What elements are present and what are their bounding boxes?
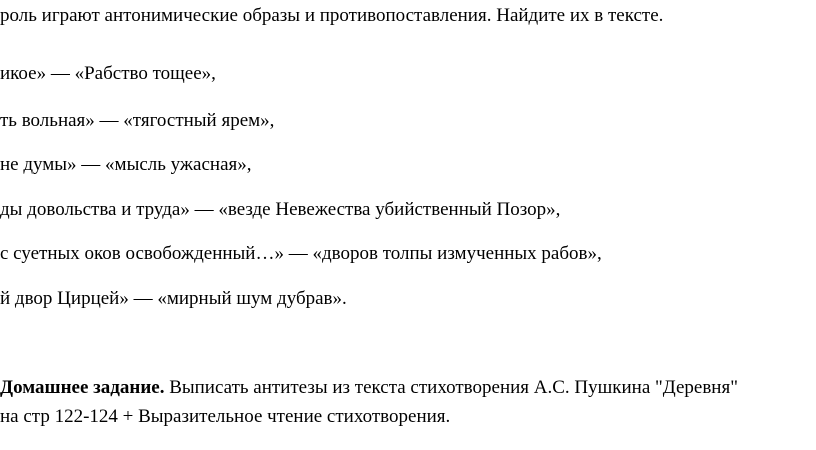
intro-paragraph: роль играют антонимические образы и противопоставления. Найдите их в тексте.	[0, 5, 664, 26]
homework-label: Домашнее задание.	[0, 377, 165, 398]
antithesis-item-3: не думы» — «мысль ужасная»,	[0, 154, 252, 175]
antithesis-item-2: ть вольная» — «тягостный ярем»,	[0, 110, 275, 131]
antithesis-item-4: ды довольства и труда» — «везде Невежества убийственный Позор»,	[0, 199, 561, 220]
antithesis-item-1: икое» — «Рабство тощее»,	[0, 63, 216, 84]
homework-text: Выписать антитезы из текста стихотворения А.С. Пушкина "Деревня"	[164, 377, 738, 398]
antithesis-item-5: с суетных оков освобожденный…» — «дворов толпы измученных рабов»,	[0, 243, 602, 264]
homework-line-1	[0, 377, 738, 399]
homework-line-2: на стр 122-124 + Выразительное чтение стихотворения.	[0, 406, 451, 427]
antithesis-item-6: й двор Цирцей» — «мирный шум дубрав».	[0, 288, 347, 309]
